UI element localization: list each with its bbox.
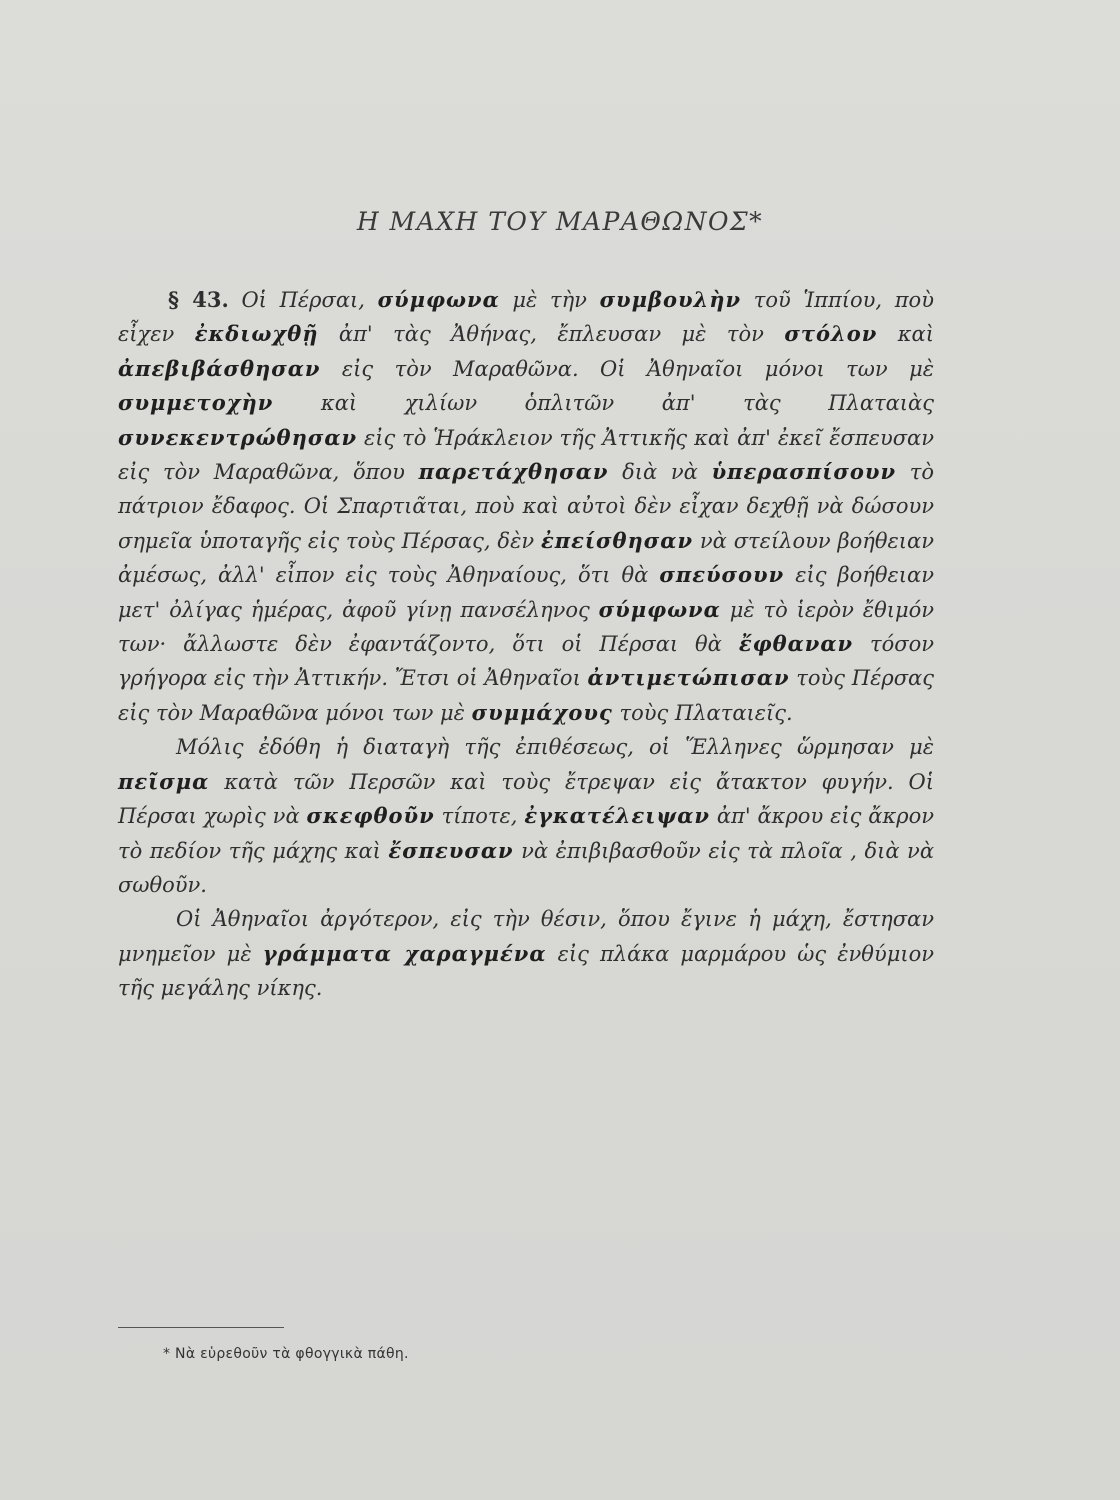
emphasized-term: συνεκεντρώθησαν [118,424,358,450]
text-run: τοὺς Πέρσας εἰς τὸν Μαραθῶνα μόνοι των μὲ [118,666,934,725]
emphasized-term: ὑπερασπίσουν [711,459,897,485]
emphasized-term: σκεφθοῦν [306,803,435,829]
emphasized-term: ἔφθαναν [738,631,854,657]
emphasized-term: σύμφωνα [598,596,721,622]
text-run: τὸ πάτριον ἔδαφος. Οἱ Σπαρτιᾶται, ποὺ καὶ αὐτοὶ δὲν εἶχαν δεχθῇ νὰ δώσουν σημεῖα ὑποταγῆς εἰς τοὺς Πέρσας, δὲν [118,460,935,553]
text-run: εἰς τὸν Μαραθῶνα. Οἱ Ἀθηναῖοι μόνοι των μὲ [320,356,934,381]
text-run: κατὰ τῶν Περσῶν καὶ τοὺς ἔτρεψαν εἰς ἄτακτον φυγήν. Οἱ Πέρσαι χωρὶς νὰ [118,769,934,829]
text-run: μὲ τὸ ἱερὸν ἔθιμόν των· ἄλλωστε δὲν ἐφαντάζοντο, ὅτι οἱ Πέρσαι θὰ [118,597,934,657]
emphasized-term: ἐπείσθησαν [540,527,694,553]
text-run: τόσον γρήγορα εἰς τὴν Ἀττικήν. Ἔτσι οἱ Ἀθηναῖοι [118,632,935,691]
paragraph-2 [118,730,934,902]
emphasized-term: παρετάχθησαν [418,459,609,485]
emphasized-term: πεῖσμα [118,768,210,794]
emphasized-term: ἐκδιωχθῇ [194,321,319,347]
emphasized-term: σύμφωνα [377,287,500,312]
text-run: εἰς πλάκα μαρμάρου ὡς ἐνθύμιον τῆς μεγάλης νίκης. [118,941,935,1001]
text-run: ἀπ' ἄκρου εἰς ἄκρον τὸ πεδίον τῆς μάχης καὶ [118,804,934,863]
emphasized-term: συμμετοχὴν [118,390,274,416]
emphasized-term: συμβουλὴν [599,287,742,312]
text-run: Οἱ Ἀθηναῖοι ἀργότερον, εἰς τὴν θέσιν, ὅπου ἔγινε ἡ μάχη, ἔστησαν μνημεῖον μὲ [118,907,934,966]
text-run: καὶ [877,322,934,347]
emphasized-term: στόλον [784,321,878,347]
text-run: ἀπ' τὰς Ἀθήνας, ἔπλευσαν μὲ τὸν [318,322,785,347]
emphasized-term: ἐγκατέλειψαν [524,803,710,829]
text-run: εἰς τὸ Ἡράκλειον τῆς Ἀττικῆς καὶ ἀπ' ἐκεῖ ἔσπευσαν εἰς τὸν Μαραθῶνα, ὅπου [118,425,934,485]
emphasized-term: ἀντιμετώπισαν [587,665,790,691]
body-text [118,283,934,1006]
text-run: τοὺς Πλαταιεῖς. [612,700,793,725]
text-run: τίποτε, [434,804,525,829]
text-run: νὰ ἐπιβιβασθοῦν εἰς τὰ πλοῖα , διὰ νὰ σωθοῦν. [118,838,935,897]
text-run: εἰς βοήθειαν μετ' ὀλίγας ἡμέρας, ἀφοῦ γίνῃ πανσέληνος [118,563,934,622]
emphasized-term: συμμάχους [471,699,613,725]
paragraph-3 [118,902,934,1005]
text-run: Οἱ Πέρσαι, [228,288,378,312]
emphasized-term: γράμματα χαραγμένα [262,940,547,966]
paragraph-1-content [118,288,934,725]
footnote-divider [118,1327,284,1328]
text-run: νὰ στείλουν βοήθειαν ἀμέσως, ἀλλ' εἶπον εἰς τοὺς Ἀθηναίους, ὅτι θὰ [118,528,934,588]
paragraph-1 [118,283,934,730]
text-run: μὲ τὴν [499,288,600,312]
text-run: τοῦ Ἱππίου, ποὺ εἶχεν [118,288,934,347]
emphasized-term: ἔσπευσαν [388,837,514,863]
section-number: § 43. [168,287,229,312]
emphasized-term: ἀπεβιβάσθησαν [118,355,321,381]
emphasized-term: σπεύσουν [659,562,785,588]
text-run: διὰ νὰ [608,460,712,485]
footnote: * Νὰ εὑρεθοῦν τὰ φθογγικὰ πάθη. [163,1346,409,1362]
text-run: Μόλις ἐδόθη ἡ διαταγὴ τῆς ἐπιθέσεως, οἱ Ἕλληνες ὥρμησαν μὲ [176,735,934,760]
text-run: καὶ χιλίων ὁπλιτῶν ἀπ' τὰς Πλαταιὰς [273,391,934,416]
chapter-title: Η ΜΑΧΗ ΤΟΥ ΜΑΡΑΘΩΝΟΣ* [356,207,764,236]
